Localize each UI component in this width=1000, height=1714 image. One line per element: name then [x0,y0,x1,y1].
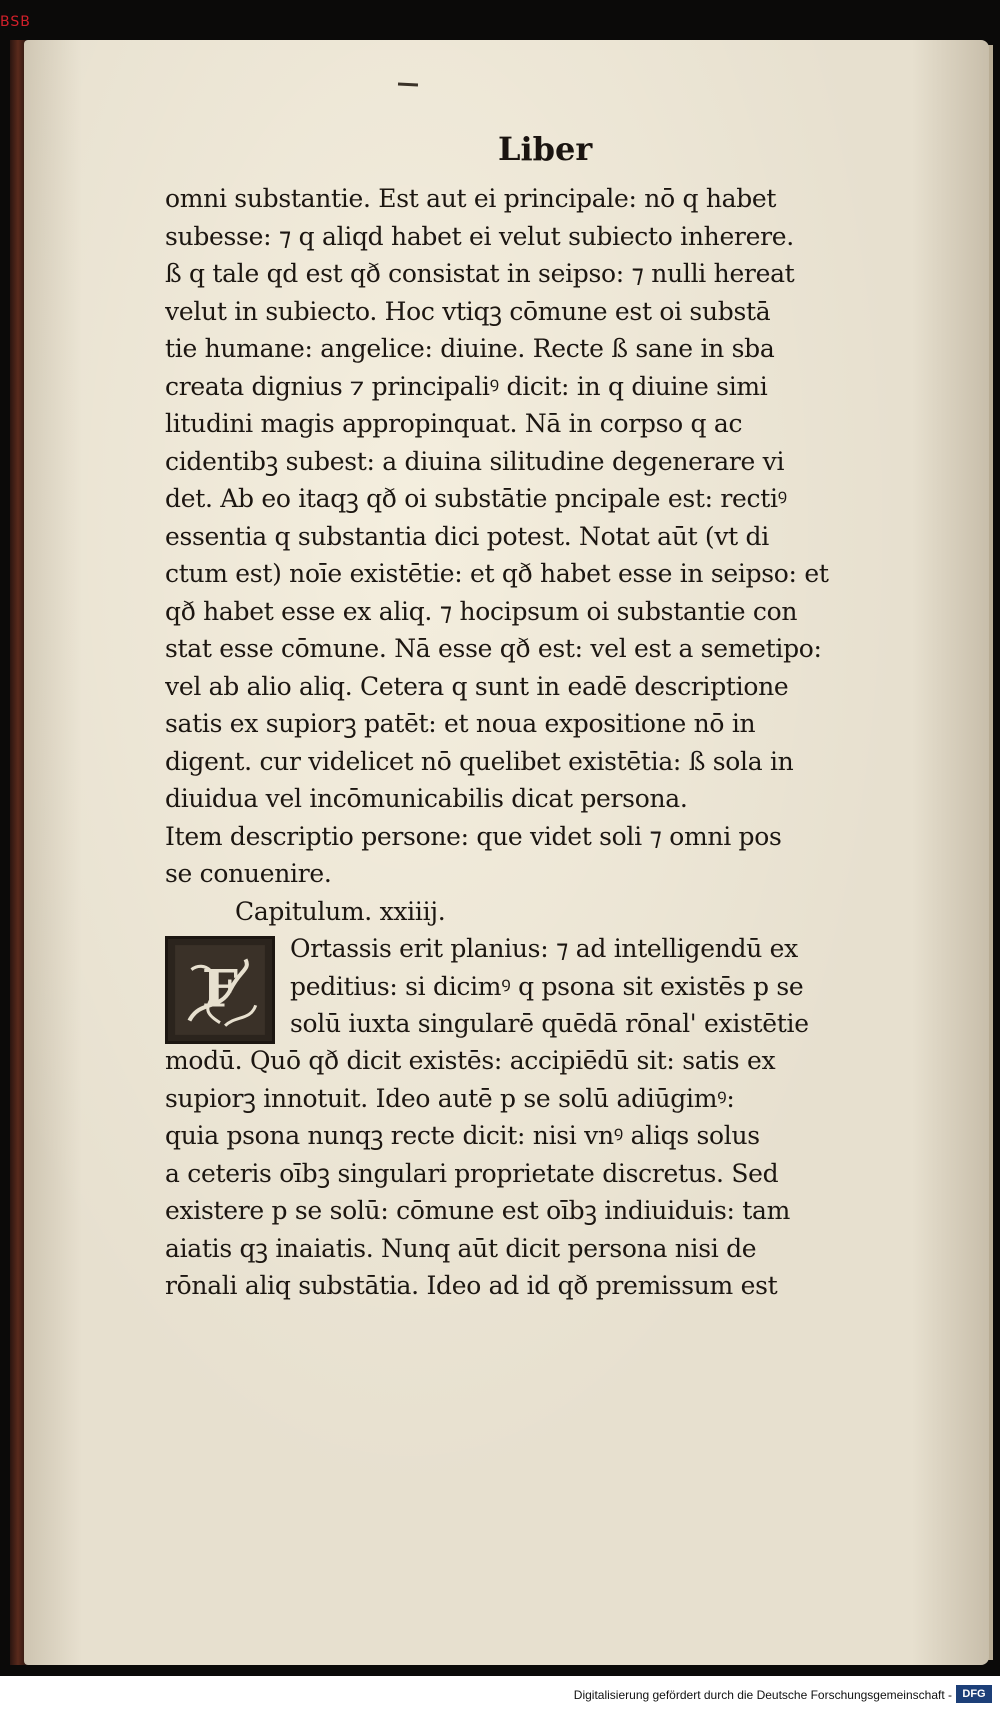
text-line: det. Ab eo itaqꝫ qð oi substātie pncipale est: rectiꝰ [165,484,787,513]
text-line: Ortassis erit planius: ⁊ ad intelligendū ex [290,934,798,963]
dfg-logo: DFG [956,1685,992,1703]
text-line: subesse: ⁊ q aliqd habet ei velut subiecto inherere. [165,221,794,251]
text-line: rōnali aliq substātia. Ideo ad id qð premissum est [165,1271,778,1300]
text-line: aiatis qꝫ inaiatis. Nunq aūt dicit persona nisi de [165,1233,757,1263]
text-line: ß q tale qd est qð consistat in seipso: ⁊ nulli hereat [165,259,795,288]
lines-before [165,180,955,893]
footer-bar [0,1676,1000,1714]
text-block [165,180,955,1305]
footer-credit: Digitalisierung gefördert durch die Deutsche Forschungsgemeinschaft - [573,1688,952,1702]
text-line: qð habet esse ex aliq. ⁊ hocipsum oi substantie con [165,596,798,626]
chapter-heading: Capitulum. xxiiij. [235,896,446,926]
text-line: ctum est) noīe existētie: et qð habet esse in seipso: et [165,559,829,588]
text-line: vel ab alio aliq. Cetera q sunt in eadē descriptione [165,671,789,701]
decorated-initial [165,936,275,1044]
text-line: a ceteris oībꝫ singulari proprietate discretus. Sed [165,1158,779,1188]
text-line: satis ex supiorꝫ patēt: et noua expositione nō in [165,709,756,738]
text-line: Item descriptio persone: que videt soli ⁊ omni pos [165,821,782,851]
text-line: creata dignius ⁊ principaliꝰ dicit: in q diuine simi [165,371,768,401]
text-line: supiorꝫ innotuit. Ideo autē p se solū adiūgimꝰ: [165,1083,735,1113]
text-line: omni substantie. Est aut ei principale: nō q habet [165,184,777,213]
chapter-heading-line [165,893,955,931]
library-mark: BSB [0,14,31,30]
text-line: digent. cur videlicet nō quelibet existētia: ß sola in [165,746,794,776]
text-line: peditius: si dicimꝰ q psona sit existēs p se [290,971,804,1001]
text-line: litudini magis appropinquat. Nā in corpso q ac [165,409,743,438]
running-head: Liber [498,130,593,168]
text-line: se conuenire. [165,859,332,888]
text-line: existere p se solū: cōmune est oībꝫ indiuiduis: tam [165,1196,791,1225]
lines-after [165,1042,955,1305]
text-line: solū iuxta singularē quēdā rōnal' existētie [290,1009,809,1038]
initial-row [165,930,955,1042]
text-line: cidentibꝫ subest: a diuina silitudine degenerare vi [165,446,785,476]
text-line: stat esse cōmune. Nā esse qð est: vel est a semetipo: [165,634,822,663]
text-line: velut in subiecto. Hoc vtiqꝫ cōmune est oi substā [165,296,771,326]
text-line: quia psona nunqꝫ recte dicit: nisi vnꝰ aliqs solus [165,1121,760,1150]
initial-ornament-icon [168,939,272,1041]
initial-letter: F [201,959,239,1020]
text-line: essentia q substantia dici potest. Notat aūt (vt di [165,521,769,551]
initial-lines [290,930,955,1043]
text-line: tie humane: angelice: diuine. Recte ß sane in sba [165,334,775,363]
text-line: modū. Quō qð dicit existēs: accipiēdū sit: satis ex [165,1046,776,1075]
text-line: diuidua vel incōmunicabilis dicat persona. [165,784,688,813]
